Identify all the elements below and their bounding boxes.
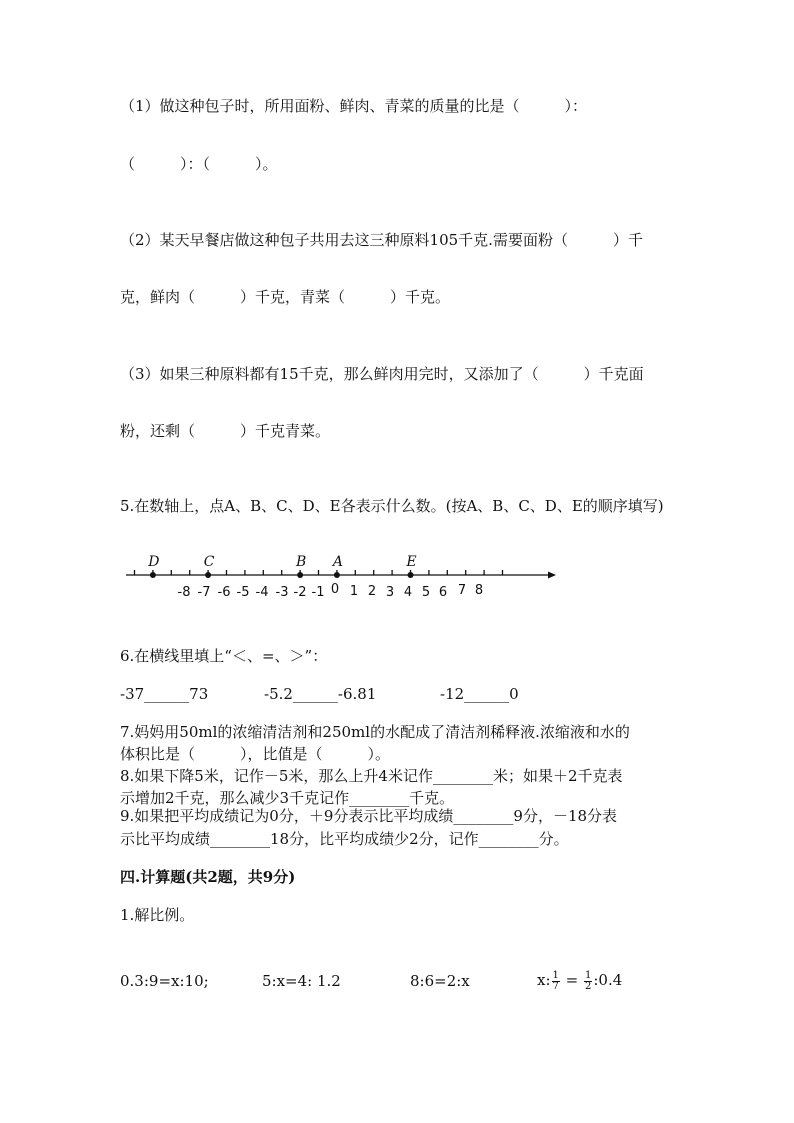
number-line-tick-label: -1 [311, 585, 325, 600]
q4-sub2-line2: 克，鲜肉（ ）千克，青菜（ ）千克。 [120, 288, 451, 306]
equation-3: 8:6=2:x [410, 972, 470, 990]
equation-4-fraction-1-numerator: 1 [552, 969, 559, 981]
q9-line1: 9.如果把平均成绩记为0分，＋9分表示比平均成绩________9分，－18分表 [120, 807, 618, 825]
number-line-tick-label: 8 [474, 583, 484, 598]
number-line-point-D [150, 572, 156, 578]
equation-1: 0.3:9=x:10; [120, 972, 209, 990]
equation-4-fraction-1-denominator: 7 [552, 980, 559, 992]
number-line-tick-label: -5 [236, 585, 250, 600]
number-line-tick-label: 1 [349, 584, 359, 599]
equation-4 [537, 968, 622, 992]
number-line-tick-label: 2 [367, 584, 377, 599]
q5-text: 5.在数轴上，点A、B、C、D、E各表示什么数。(按A、B、C、D、E的顺序填写) [120, 497, 664, 515]
q4-sub3-line2: 粉，还剩（ ）千克青菜。 [120, 422, 331, 440]
number-line-point-E [408, 572, 414, 578]
number-line-tick-label: 6 [438, 585, 448, 600]
number-line-arrow-icon [548, 572, 556, 579]
number-line-tick-label: -3 [275, 585, 289, 600]
number-line [120, 548, 560, 608]
q7-line1: 7.妈妈用50ml的浓缩清洁剂和250ml的水配成了清洁剂稀释液.浓缩液和水的 [120, 723, 630, 741]
number-line-point-C [205, 572, 211, 578]
equation-4-equals: = [560, 971, 583, 989]
number-line-point-label-B: B [295, 554, 307, 570]
q4-sub3-line1: （3）如果三种原料都有15千克，那么鲜肉用完时，又添加了（ ）千克面 [120, 365, 644, 383]
equation-4-prefix: x: [537, 971, 551, 989]
q6-item-1: -37______73 [120, 685, 209, 703]
number-line-point-A [334, 572, 340, 578]
number-line-point-label-A: A [332, 554, 343, 570]
number-line-point-label-E: E [406, 554, 417, 570]
number-line-tick-label: 4 [403, 585, 413, 600]
q4-sub2-line1: （2）某天早餐店做这种包子共用去这三种原料105千克.需要面粉（ ）千 [120, 231, 643, 249]
number-line-tick-label: -4 [255, 585, 269, 600]
q7-line2: 体积比是（ ），比值是（ ）。 [120, 745, 391, 763]
equation-4-fraction-2 [584, 971, 592, 992]
number-line-tick-label: 3 [385, 585, 395, 600]
q9-line2: 示比平均成绩________18分，比平均成绩少2分，记作________分。 [120, 830, 569, 848]
q8-line2: 示增加2千克，那么减少3千克记作________千克。 [120, 789, 455, 807]
number-line-tick-label: -8 [177, 585, 191, 600]
equation-4-fraction-1 [552, 971, 560, 992]
q6-item-3: -12______0 [440, 685, 519, 703]
equation-4-suffix: :0.4 [593, 971, 623, 989]
number-line-point-label-C: C [203, 554, 215, 570]
number-line-tick-label: -6 [217, 585, 231, 600]
q6-item-2: -5.2______-6.81 [264, 685, 377, 703]
q6-text: 6.在横线里填上“＜、=、＞”： [120, 647, 328, 665]
number-line-point-label-D: D [148, 554, 160, 570]
number-line-point-B [297, 572, 303, 578]
section-4-q1-text: 1.解比例。 [120, 906, 195, 924]
q4-sub1-line2: （ ）：（ ）。 [120, 155, 278, 173]
number-line-tick-label: 7 [457, 583, 467, 598]
equation-2: 5:x=4: 1.2 [262, 972, 341, 990]
number-line-tick-label: -7 [197, 585, 211, 600]
number-line-tick-label: 0 [330, 582, 340, 597]
section-4-title: 四.计算题(共2题，共9分) [120, 868, 296, 886]
equation-4-fraction-2-denominator: 2 [585, 980, 592, 992]
q4-sub1-line1: （1）做这种包子时，所用面粉、鲜肉、青菜的质量的比是（ ）： [120, 97, 588, 115]
q8-line1: 8.如果下降5米，记作－5米，那么上升4米记作________米；如果＋2千克表 [120, 767, 623, 785]
equation-4-fraction-2-numerator: 1 [585, 969, 592, 981]
number-line-tick-label: 5 [421, 585, 431, 600]
number-line-tick-label: -2 [293, 585, 307, 600]
